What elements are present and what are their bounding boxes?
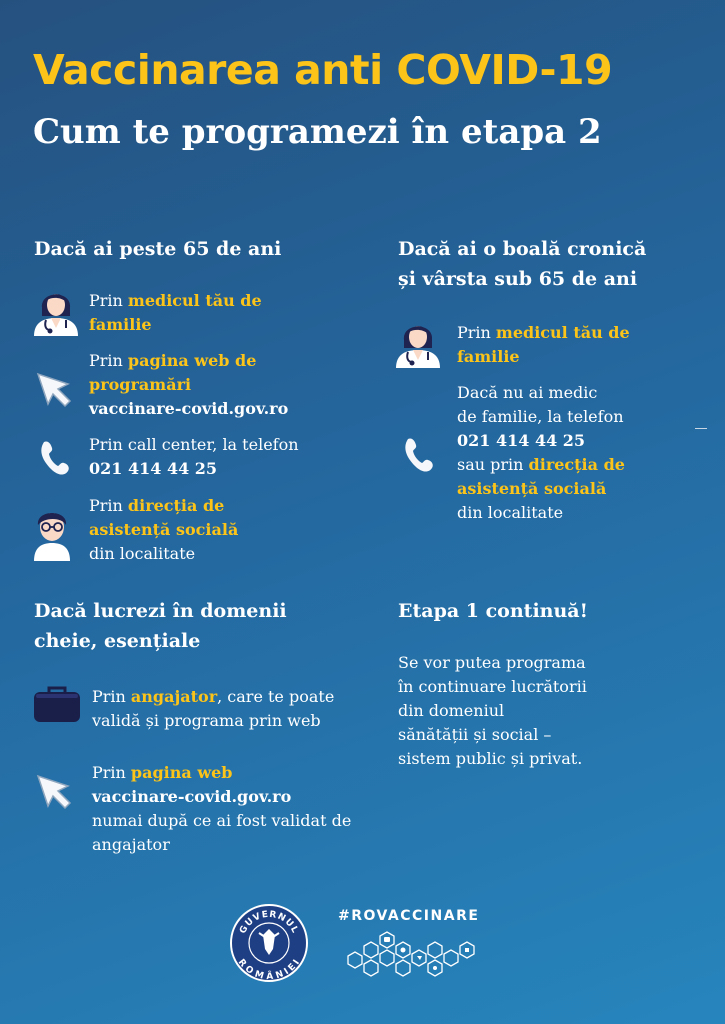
over65-item1-text: Prin medicul tău de familie [89, 291, 262, 334]
section-over65-heading: Dacă ai peste 65 de ani [34, 238, 282, 260]
phone-icon [36, 438, 72, 478]
phone-number: 021 414 44 25 [457, 431, 586, 450]
main-title: Vaccinarea anti COVID-19 [33, 46, 613, 94]
programari-link: pagina web de programări [89, 351, 257, 394]
doctor-icon [394, 316, 442, 368]
over65-item4-text: Prin direcția de asistență socială din localitate [89, 496, 239, 563]
medic-link: medicul tău de familie [89, 291, 262, 334]
cursor-icon [34, 370, 74, 410]
over65-item2-text: Prin pagina web de programări vaccinare-covid.gov.ro [89, 351, 289, 418]
chronic-item1-text: Prin medicul tău de familie [457, 323, 630, 366]
over65-item3-text: Prin call center, la telefon 021 414 44 25 [89, 435, 299, 478]
briefcase-icon [32, 684, 82, 724]
angajator-link: angajator [130, 687, 218, 706]
asistenta-link: direcția de asistență socială [89, 496, 239, 539]
website-url: vaccinare-covid.gov.ro [89, 399, 289, 418]
cursor-icon [34, 772, 74, 812]
hashtag: #ROVACCINARE [338, 908, 480, 924]
section-chronic-heading: Dacă ai o boală cronică și vârsta sub 65 de ani [398, 238, 647, 290]
phone-number: 021 414 44 25 [89, 459, 218, 478]
government-seal [229, 903, 309, 983]
section-essential-heading: Dacă lucrezi în domenii cheie, esențiale [34, 600, 287, 652]
social-worker-icon [30, 505, 74, 561]
asistenta-link: direcția de asistență socială [457, 455, 625, 498]
subtitle: Cum te programezi în etapa 2 [33, 112, 602, 152]
section-stage1-heading: Etapa 1 continuă! [398, 600, 588, 622]
medic-link: medicul tău de familie [457, 323, 630, 366]
essential-item1-text: Prin angajator, care te poate validă și programa prin web [92, 687, 335, 730]
seal-bottom-text: ROMÂNIEI [235, 957, 303, 983]
phone-icon [400, 435, 436, 475]
chronic-item2-text: Dacă nu ai medic de familie, la telefon 021 414 44 25 sau prin direcția de asistență socială din localitate [457, 383, 625, 522]
seal-top-text: GUVERNUL [238, 909, 300, 936]
website-url: vaccinare-covid.gov.ro [92, 787, 292, 806]
stage1-body: Se vor putea programa în continuare lucrătorii din domeniul sănătății și social – sistem public și privat. [398, 653, 587, 768]
divider [695, 428, 707, 429]
essential-item2-text: Prin pagina web vaccinare-covid.gov.ro numai după ce ai fost validat de angajator [92, 763, 352, 854]
pagina-web-link: pagina web [130, 763, 233, 782]
vaccine-hexagon-logo [336, 930, 478, 978]
doctor-icon [32, 284, 80, 336]
